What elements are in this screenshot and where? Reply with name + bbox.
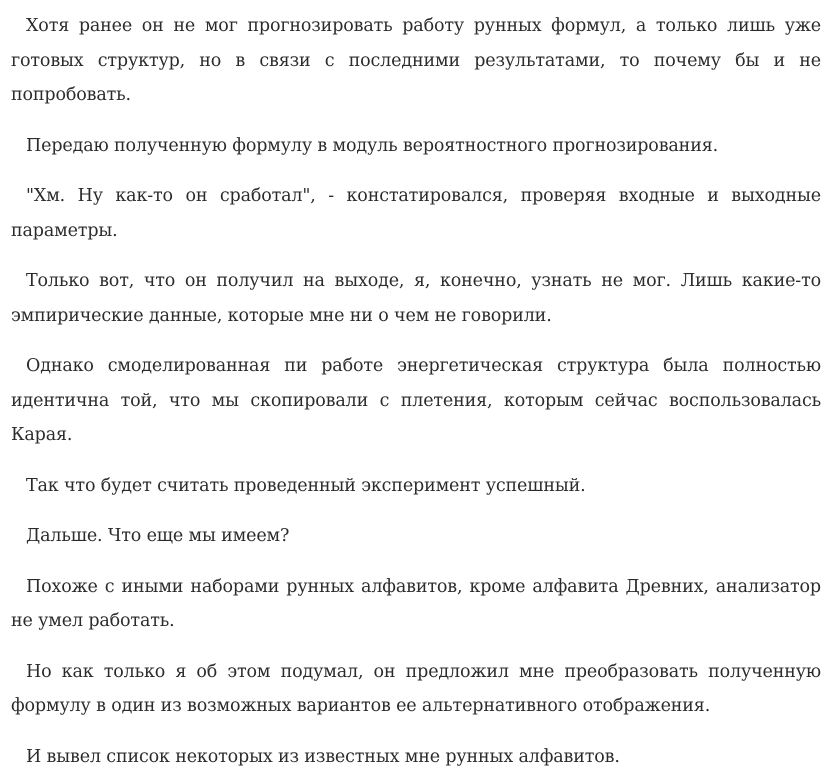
text-paragraph-9: Но как только я об этом подумал, он предложил мне преобразовать полученную формулу в один из возможных вариантов ее альтернативного отображения. bbox=[11, 661, 821, 716]
text-paragraph-10: И вывел список некоторых из известных мне рунных алфавитов. bbox=[26, 746, 620, 767]
text-paragraph-8: Похоже с иными наборами рунных алфавитов, кроме алфавита Древних, анализатор не умел работать. bbox=[11, 576, 821, 631]
text-paragraph-5: Однако смоделированная пи работе энергетическая структура была полностью идентична той, что мы скопировали с плетения, которым сейчас воспользовалась Карая. bbox=[11, 356, 821, 445]
text-paragraph-2: Передаю полученную формулу в модуль вероятностного прогнозирования. bbox=[26, 135, 719, 156]
text-paragraph-3: "Хм. Ну как-то он сработал", - констатировался, проверяя входные и выходные параметры. bbox=[11, 186, 821, 241]
text-paragraph-4: Только вот, что он получил на выходе, я, конечно, узнать не мог. Лишь какие-то эмпирические данные, которые мне ни о чем не говорили. bbox=[11, 271, 821, 326]
text-paragraph-7: Дальше. Что еще мы имеем? bbox=[26, 526, 290, 546]
text-paragraph-1: Хотя ранее он не мог прогнозировать работу рунных формул, а только лишь уже готовых структур, но в связи с последними результатами, то почему бы и не попробовать. bbox=[11, 16, 821, 105]
text-paragraph-6: Так что будет считать проведенный эксперимент успешный. bbox=[26, 475, 586, 496]
